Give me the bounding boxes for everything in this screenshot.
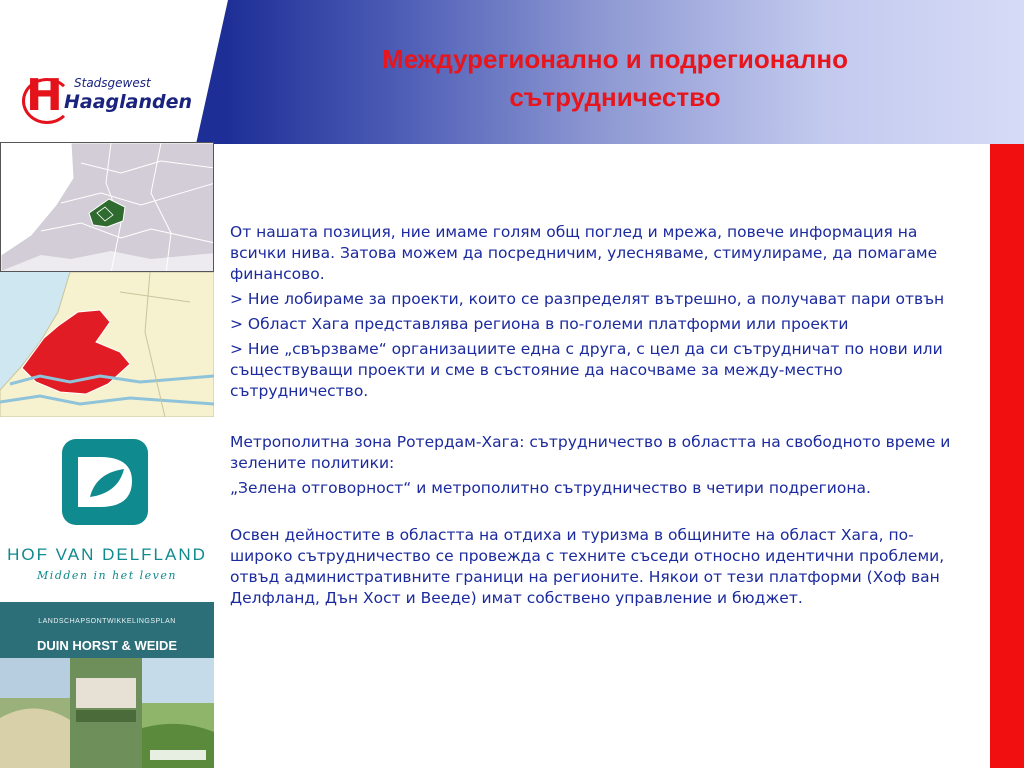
hof-van-delfland-logo [0,417,214,602]
accent-red-bar [990,144,1024,768]
body-paragraph-metropolitan: Метрополитна зона Ротердам-Хага: сътрудничество в областта на свободното време и зелените политики: [230,433,951,472]
logo-name: Haaglanden [64,91,193,113]
body-bullet-lobbying: > Ние лобираме за проекти, които се разпределят вътрешно, а получават пари отвън [230,290,945,308]
slide-body [230,222,966,613]
body-bullet-representation: > Област Хага представлява региона в по-големи платформи или проекти [230,315,849,333]
body-bullet-connecting: > Ние „свързваме“ организациите една с друга, с цел да си сътрудничат по нови или съществуващи проекти и сме в състояние да насочваме за между-местно сътрудничество. [230,340,943,400]
hof-logo-name: HOF VAN DELFLAND [7,545,207,564]
body-paragraph-platforms: Освен дейностите в областта на отдиха и туризма в общините на област Хага, по-широко сътрудничество се провежда с техните съседи относно идентични проблеми, отвъд административните граници на регионите. Някои от тези платформи (Хоф ван Делфланд, Дън Хост и Вееде) имат собствено управление и бюджет. [230,526,945,607]
haaglanden-logo [22,72,202,122]
region-map-svg [1,143,214,272]
region-map-image [0,142,214,272]
body-paragraph-green: „Зелена отговорност“ и метрополитно сътрудничество в четири подрегиона. [230,479,871,497]
cover-top-label: LANDSCHAPSONTWIKKELINGSPLAN [38,618,176,625]
body-paragraph-intro: От нашата позиция, ние имаме голям общ поглед и мрежа, повече информация на всички нива. Затова можем да посредничим, улесняваме, стимулираме, да помагаме финансово. [230,223,938,283]
slide-title [290,40,940,116]
slide-header [0,0,1024,144]
logo-subtitle: Stadsgewest [74,76,151,90]
paragraph-spacer [230,503,966,525]
metropolitan-map-svg [0,272,214,417]
cover-title: DUIN HORST & WEIDE [36,638,178,653]
metropolitan-map-image [0,272,214,417]
cover-photos-svg [0,658,214,768]
slide-title-line1: Междурегионално и подрегионално [382,44,848,74]
paragraph-spacer [230,406,966,432]
hof-logo-tagline: Midden in het leven [37,569,177,582]
slide-title-line2: сътрудничество [509,82,721,112]
logo-letter: H [26,70,63,121]
duin-horst-weide-cover [0,602,214,768]
